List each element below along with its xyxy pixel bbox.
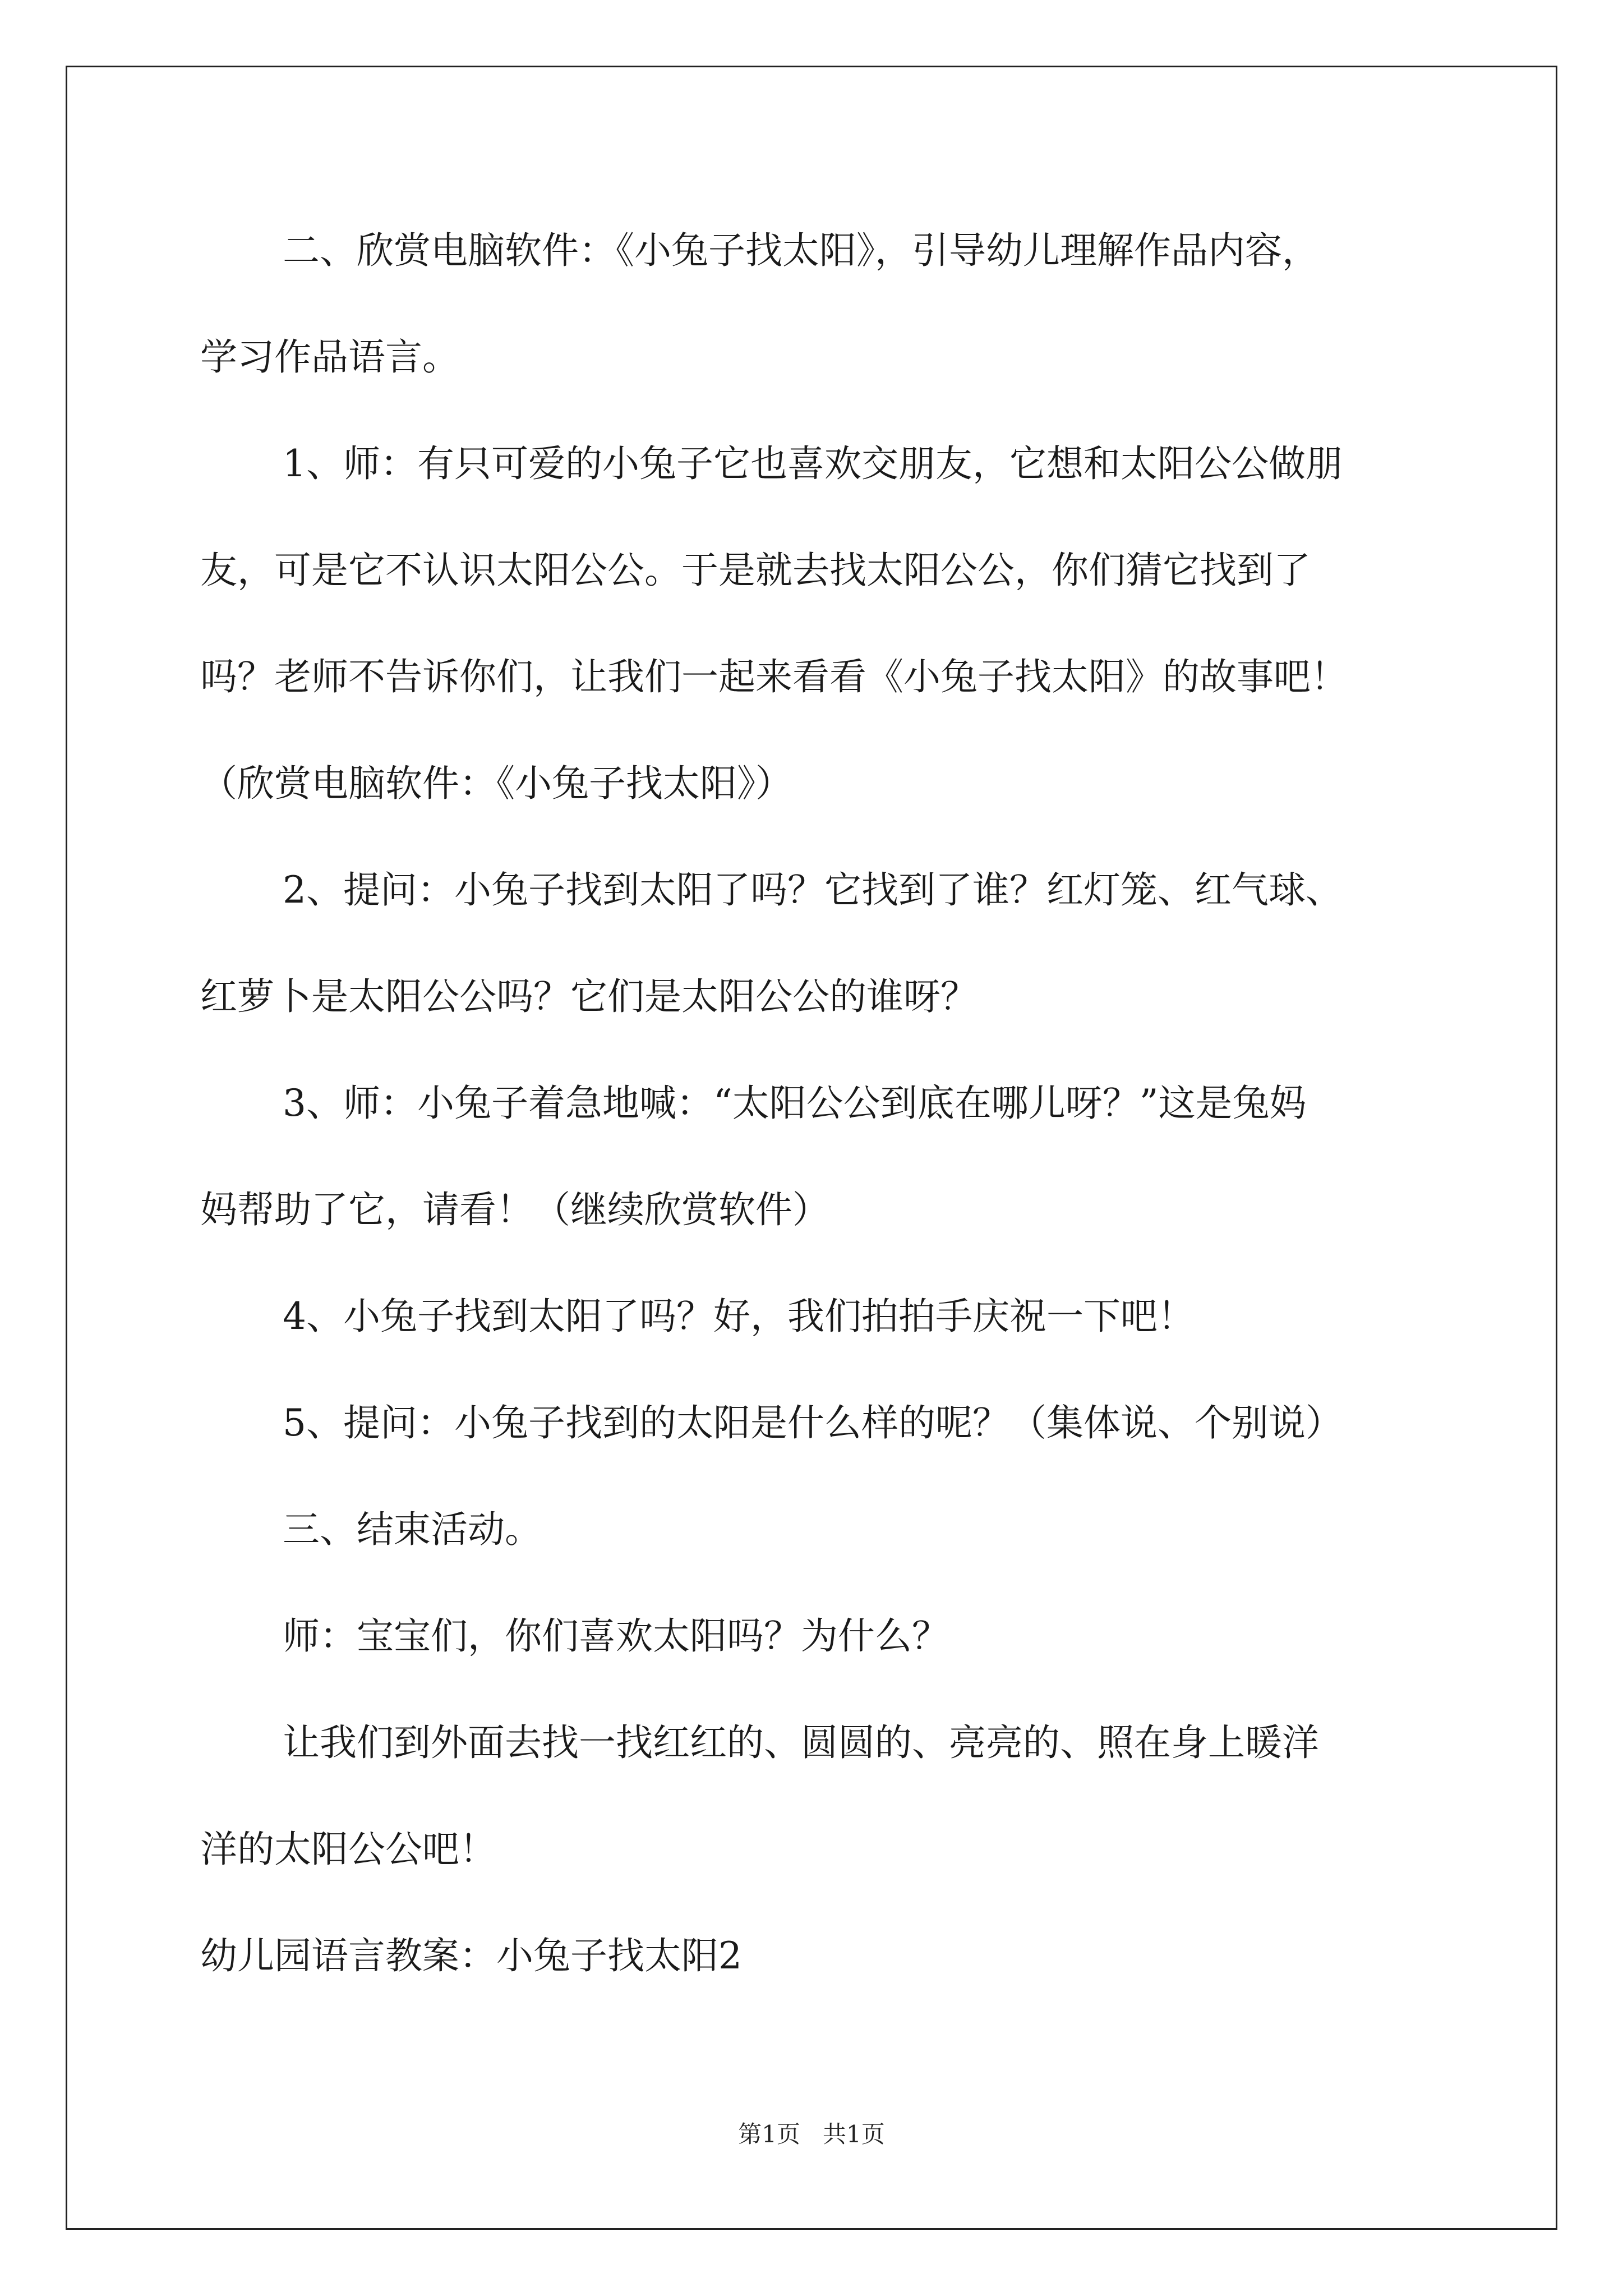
text-line: 5、提问：小兔子找到的太阳是什么样的呢？（集体说、个别说） bbox=[283, 1401, 1343, 1444]
text-line: 让我们到外面去找一找红红的、圆圆的、亮亮的、照在身上暖洋 bbox=[283, 1721, 1319, 1764]
text-line: 红萝卜是太阳公公吗？它们是太阳公公的谁呀？ bbox=[200, 975, 978, 1018]
paragraph bbox=[200, 197, 1456, 411]
paragraph bbox=[200, 1690, 1456, 1903]
text-line: 二、欣赏电脑软件：《小兔子找太阳》，引导幼儿理解作品内容， bbox=[283, 229, 1319, 272]
document-title bbox=[200, 1903, 1456, 2009]
text-line: 学习作品语言。 bbox=[200, 335, 459, 379]
text-line: 妈帮助了它，请看！（继续欣赏软件） bbox=[200, 1188, 829, 1231]
text-line: 幼儿园语言教案：小兔子找太阳2 bbox=[200, 1934, 742, 1977]
text-line: 1、师：有只可爱的小兔子它也喜欢交朋友，它想和太阳公公做朋 bbox=[283, 442, 1343, 485]
page-footer: 第1页 共1页 bbox=[738, 2120, 885, 2148]
text-line: 三、结束活动。 bbox=[283, 1508, 542, 1551]
text-line: 吗？老师不告诉你们，让我们一起来看看《小兔子找太阳》的故事吧！ bbox=[200, 655, 1348, 698]
text-line: 师：宝宝们，你们喜欢太阳吗？为什么？ bbox=[283, 1614, 949, 1658]
text-line: 洋的太阳公公吧！ bbox=[200, 1828, 496, 1871]
paragraph bbox=[200, 1050, 1456, 1263]
section-heading bbox=[200, 1476, 1456, 1583]
text-line: 3、师：小兔子着急地喊：“太阳公公到底在哪儿呀？”这是兔妈 bbox=[283, 1082, 1307, 1125]
paragraph bbox=[200, 411, 1456, 837]
paragraph bbox=[200, 837, 1456, 1050]
paragraph bbox=[200, 1583, 1456, 1690]
text-line: （欣赏电脑软件：《小兔子找太阳》） bbox=[200, 762, 792, 805]
text-line: 4、小兔子找到太阳了吗？好，我们拍拍手庆祝一下吧！ bbox=[283, 1295, 1195, 1338]
paragraph bbox=[200, 1263, 1456, 1370]
text-line: 2、提问：小兔子找到太阳了吗？它找到了谁？红灯笼、红气球、 bbox=[283, 868, 1343, 912]
text-line: 友，可是它不认识太阳公公。于是就去找太阳公公，你们猜它找到了 bbox=[200, 549, 1311, 592]
paragraph bbox=[200, 1370, 1456, 1476]
